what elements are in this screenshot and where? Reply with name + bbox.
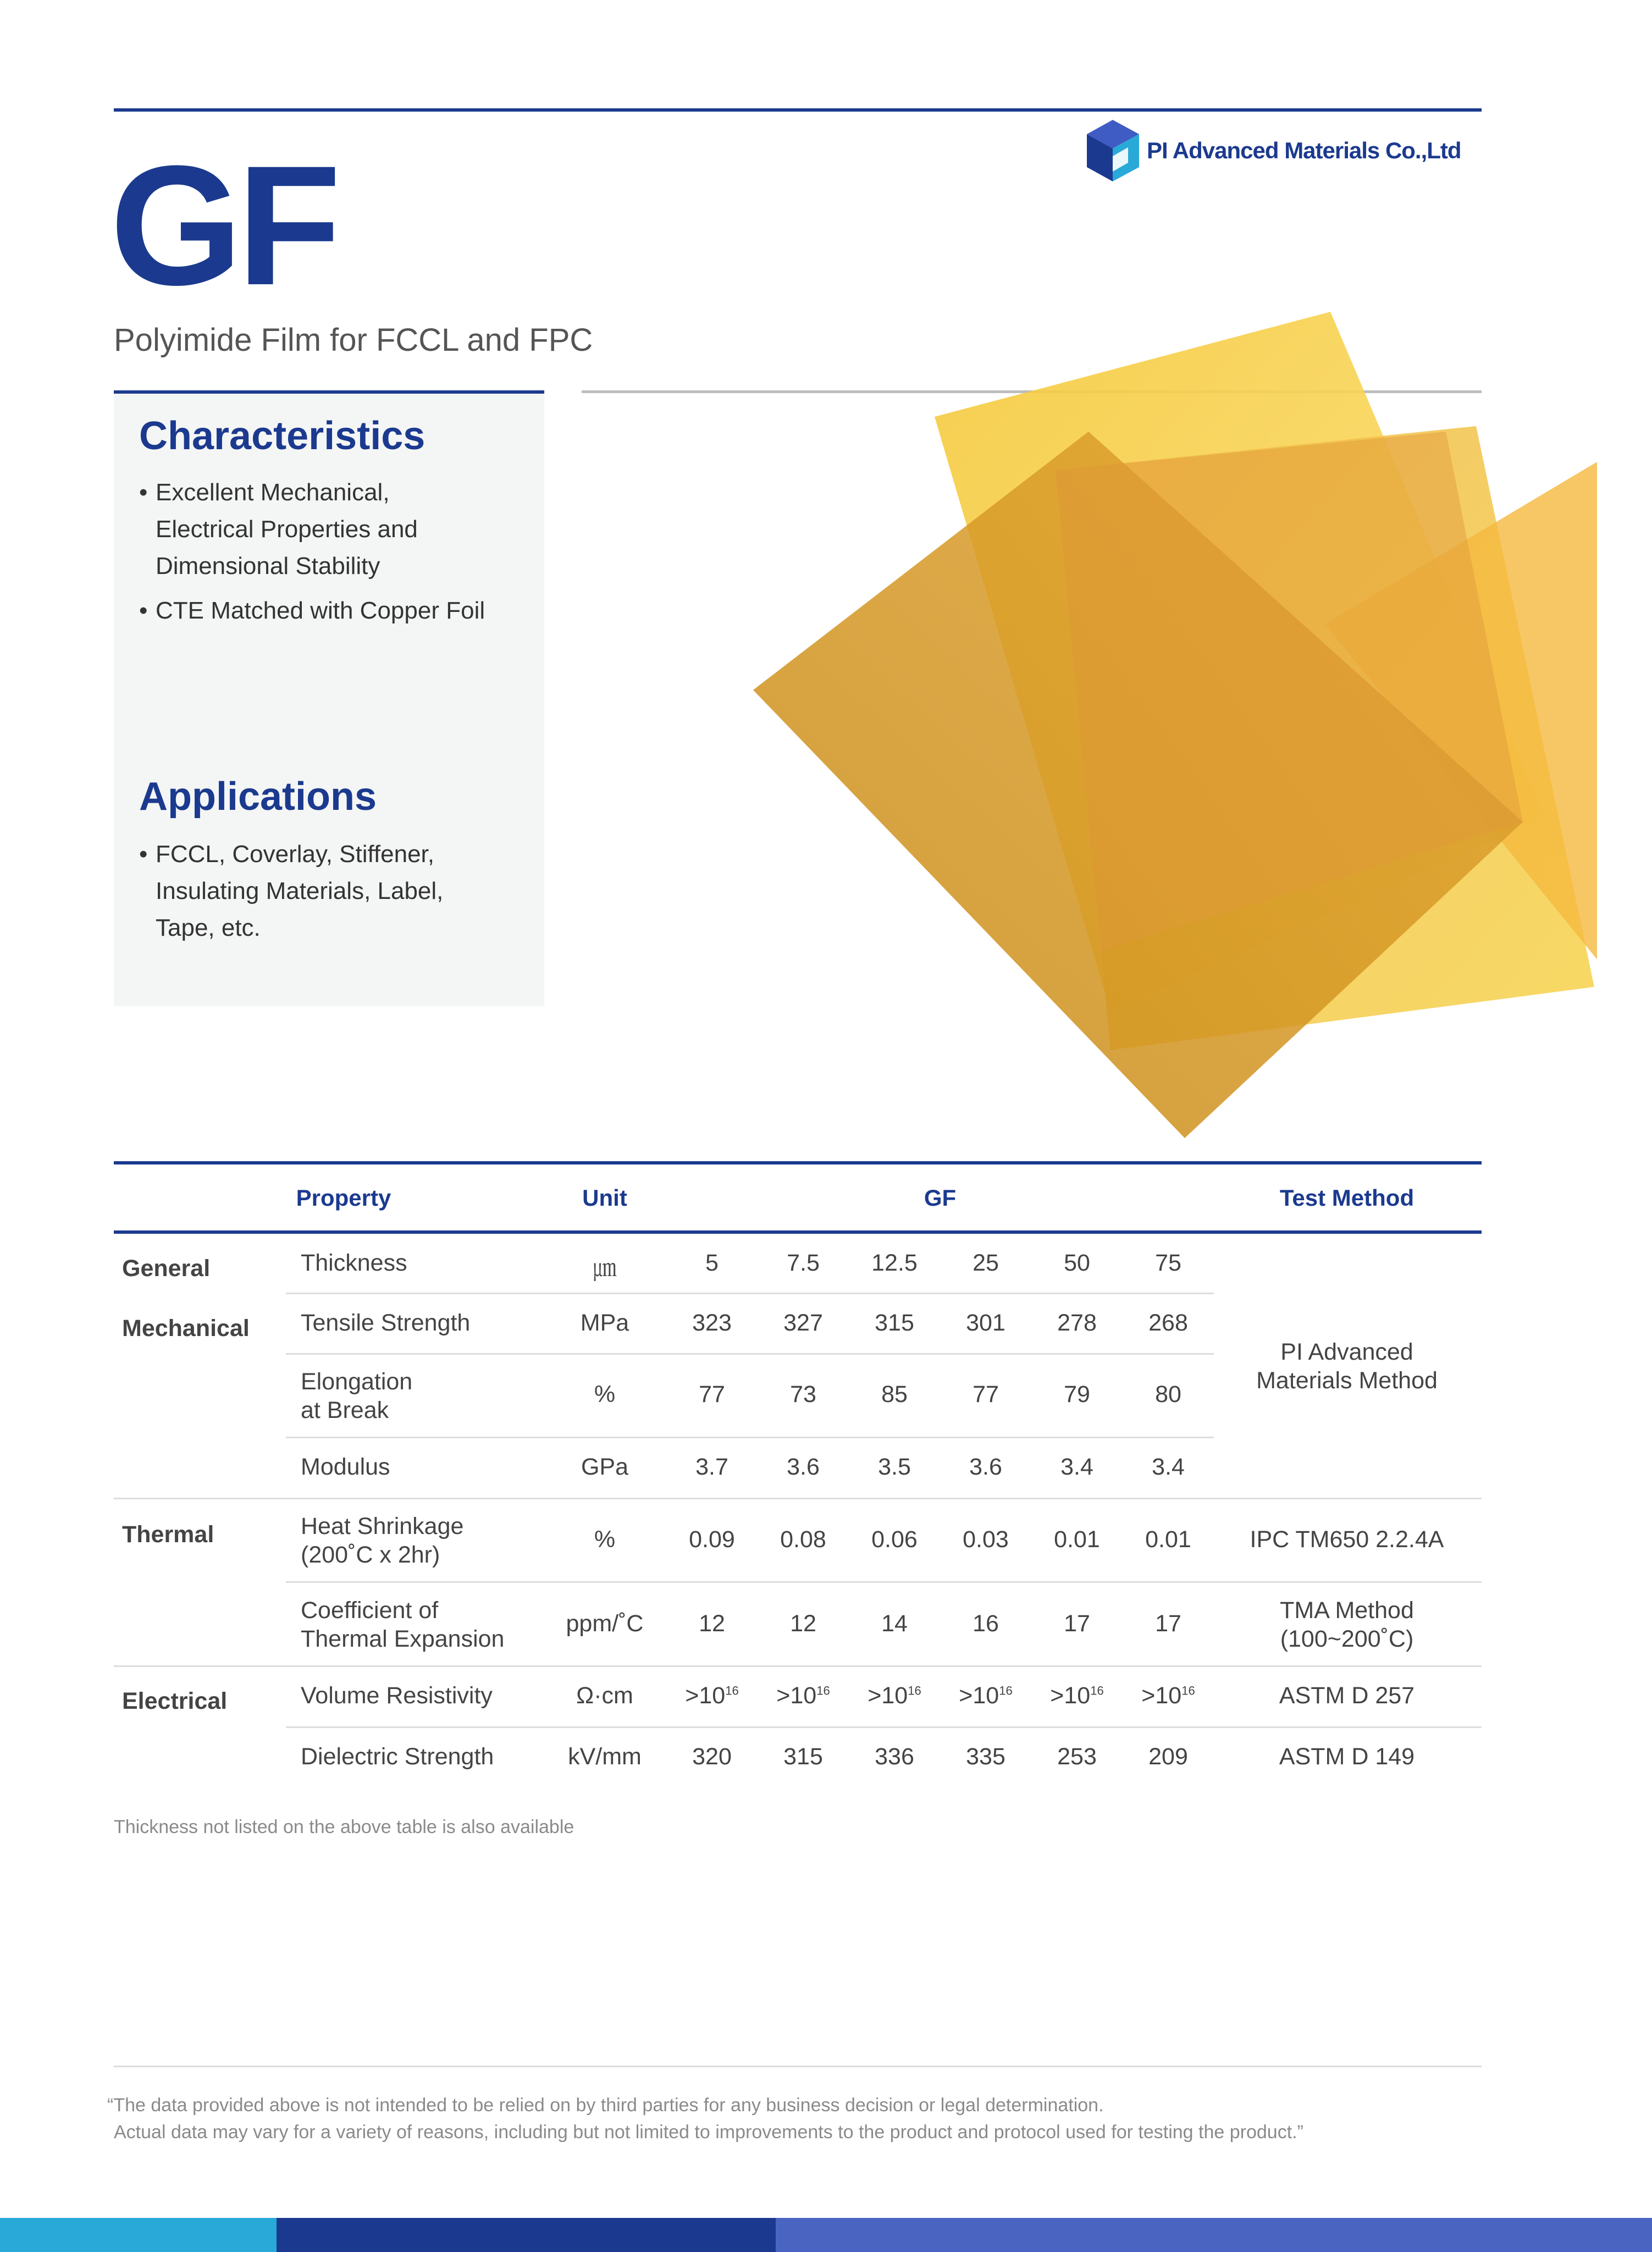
value-cell: 0.03 [963,1526,1009,1553]
characteristics-heading: Characteristics [139,414,426,458]
value-cell: 73 [790,1381,816,1408]
test-method-cell: ASTM D 257 [1279,1682,1415,1709]
unit-cell: % [594,1526,616,1553]
pi-cube-logo-icon [1087,120,1139,181]
value-cell: 77 [973,1381,999,1408]
polyimide-film-illustration [737,297,1652,1155]
value-cell: 315 [783,1743,823,1770]
property-modulus: Modulus [301,1454,390,1480]
thickness-note: Thickness not listed on the above table is also available [114,1817,574,1837]
value-cell: 75 [1155,1250,1181,1276]
value-cell: 327 [783,1310,823,1336]
unit-cell: ppm/˚C [566,1610,644,1637]
header-property: Property [296,1185,391,1211]
value-cell: 79 [1064,1381,1090,1408]
value-cell: 336 [875,1743,914,1770]
value-cell: 0.09 [689,1526,735,1553]
characteristics-list [139,474,535,629]
top-rule [114,108,1482,112]
footer-bar-blue [776,2218,1652,2252]
value-cell: 0.08 [780,1526,826,1553]
property-volume-resistivity: Volume Resistivity [301,1682,493,1709]
table-header-rule [114,1230,1482,1234]
value-cell: 5 [705,1250,719,1276]
test-method-shared: PI Advanced Materials Method [1256,1339,1438,1394]
category-general: General [122,1255,211,1282]
property-cte: Coefficient of Thermal Expansion [301,1597,505,1652]
value-cell: $>10^{16}$ [959,1682,1013,1709]
value-cell: 278 [1057,1310,1097,1336]
value-cell: $>10^{16}$ [685,1682,739,1709]
category-mechanical: Mechanical [122,1315,250,1342]
value-cell: $>10^{16}$ [776,1682,830,1709]
value-cell: 301 [966,1310,1005,1336]
value-cell: 3.6 [969,1454,1002,1480]
category-electrical: Electrical [122,1688,228,1714]
property-thickness: Thickness [301,1250,407,1276]
row-divider [114,1498,1482,1499]
value-cell: $>10^{16}$ [1141,1682,1195,1709]
test-method-cell: TMA Method (100~200˚C) [1280,1597,1414,1652]
value-cell: 7.5 [787,1250,820,1276]
value-cell: 85 [881,1381,908,1408]
property-tensile-strength: Tensile Strength [301,1310,471,1336]
product-title: GF [110,130,336,321]
value-cell: 3.4 [1152,1454,1185,1480]
value-cell: 12 [699,1610,725,1637]
value-cell: 25 [973,1250,999,1276]
disclaimer-line-2: Actual data may vary for a variety of reasons, including but not limited to improvements to the product and protocol used for testing the product.” [114,2122,1303,2143]
footer-bar-navy [277,2218,776,2252]
property-elongation: Elongation at Break [301,1368,413,1423]
value-cell: 80 [1155,1381,1181,1408]
value-cell: 209 [1148,1743,1188,1770]
property-dielectric-strength: Dielectric Strength [301,1743,494,1770]
value-cell: 253 [1057,1743,1097,1770]
row-divider [286,1726,1482,1728]
row-divider [286,1581,1482,1583]
value-cell: 17 [1155,1610,1181,1637]
company-logo [1087,118,1461,184]
value-cell: 16 [973,1610,999,1637]
unit-cell: MPa [580,1310,629,1336]
applications-list [139,836,535,946]
unit-cell: kV/mm [568,1743,642,1770]
unit-cell: GPa [581,1454,629,1480]
unit-cell: % [594,1381,616,1408]
product-subtitle: Polyimide Film for FCCL and FPC [114,322,593,358]
value-cell: $>10^{16}$ [1050,1682,1104,1709]
unit-cell: ㎛ [593,1255,617,1282]
value-cell: 77 [699,1381,725,1408]
value-cell: 320 [692,1743,732,1770]
row-divider [114,1665,1482,1667]
footer-rule [114,2066,1482,2067]
row-divider [286,1353,1214,1355]
value-cell: 12 [790,1610,816,1637]
value-cell: 0.01 [1054,1526,1100,1553]
value-cell: 3.7 [695,1454,728,1480]
applications-heading: Applications [139,775,377,819]
row-divider [286,1437,1214,1438]
value-cell: 3.5 [878,1454,911,1480]
disclaimer-line-1: “The data provided above is not intended to be relied on by third parties for any business decision or legal determination. [107,2095,1104,2116]
row-divider [286,1293,1214,1294]
value-cell: 17 [1064,1610,1090,1637]
value-cell: 14 [881,1610,908,1637]
value-cell: $>10^{16}$ [868,1682,921,1709]
list-item: • CTE Matched with Copper Foil [139,597,485,624]
value-cell: 0.06 [871,1526,918,1553]
list-item: • FCCL, Coverlay, Stiffener, Insulating Materials, Label, Tape, etc. [139,841,444,941]
value-cell: 0.01 [1145,1526,1191,1553]
info-panel [114,394,544,1006]
value-cell: 50 [1064,1250,1090,1276]
unit-cell: Ω·cm [576,1682,633,1709]
value-cell: 335 [966,1743,1005,1770]
property-heat-shrinkage: Heat Shrinkage (200˚C x 2hr) [301,1513,464,1568]
header-unit: Unit [582,1185,627,1211]
value-cell: 268 [1148,1310,1188,1336]
table-top-rule [114,1161,1482,1164]
test-method-cell: IPC TM650 2.2.4A [1250,1526,1444,1553]
footer-bar-cyan [0,2218,277,2252]
company-name: PI Advanced Materials Co.,Ltd [1147,137,1461,163]
category-thermal: Thermal [122,1521,214,1548]
value-cell: 323 [692,1310,732,1336]
value-cell: 315 [875,1310,914,1336]
header-test-method: Test Method [1279,1185,1415,1211]
value-cell: 12.5 [871,1250,918,1276]
value-cell: 3.4 [1060,1454,1093,1480]
header-product: GF [924,1185,957,1211]
value-cell: 3.6 [787,1454,820,1480]
list-item: • Excellent Mechanical, Electrical Properties and Dimensional Stability [139,479,418,579]
test-method-cell: ASTM D 149 [1279,1743,1415,1770]
